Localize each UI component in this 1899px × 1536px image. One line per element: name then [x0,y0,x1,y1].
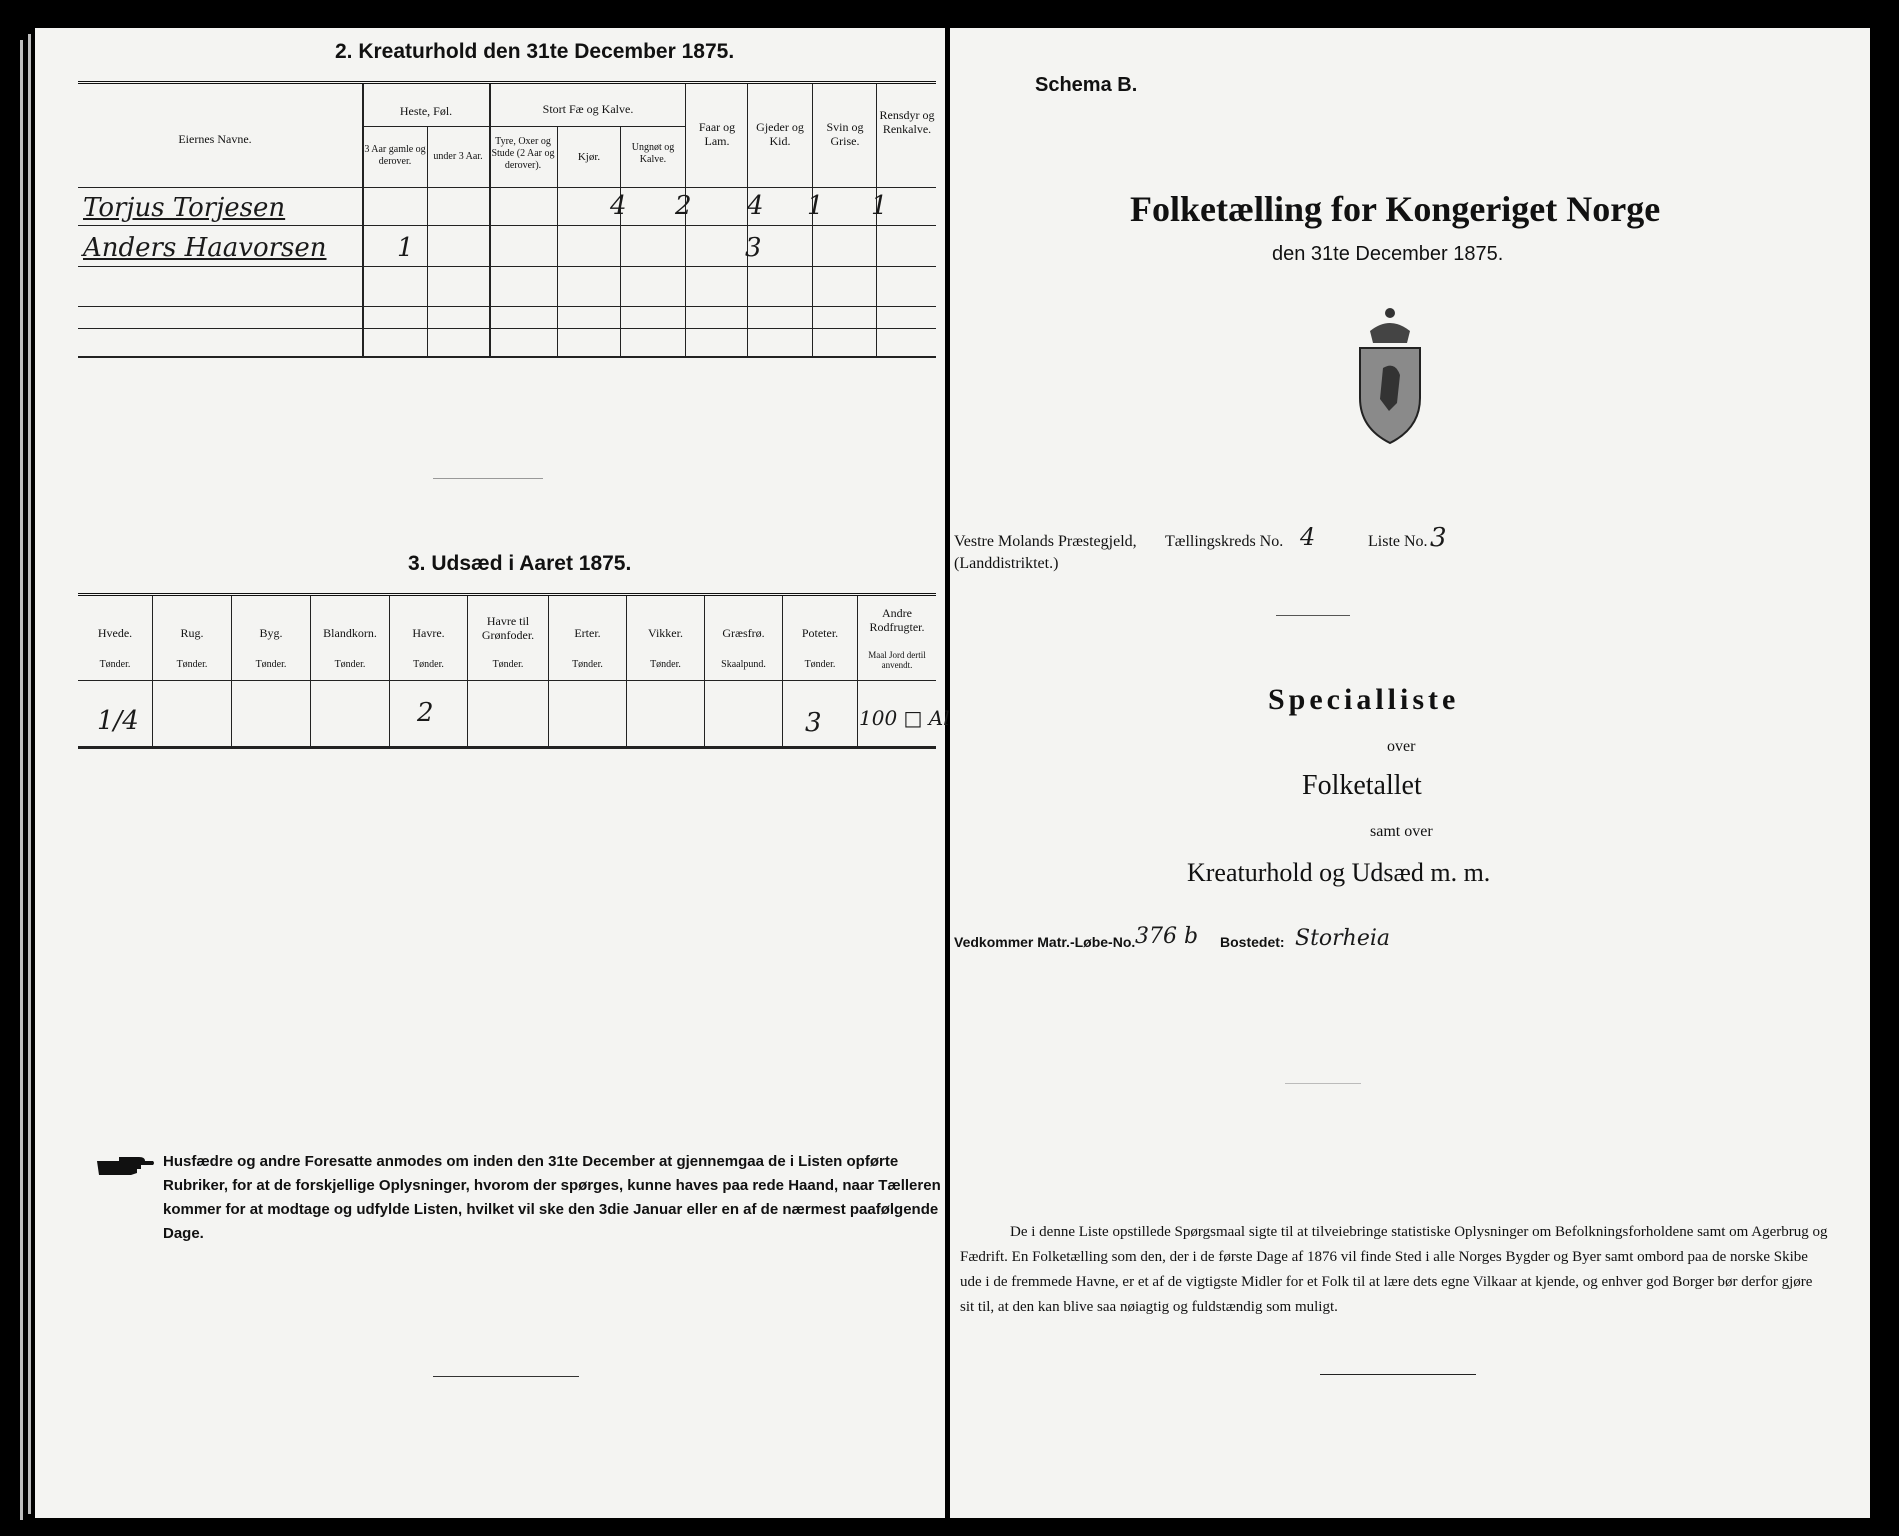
seed-unit: Tønder. [255,659,287,670]
seed-unit: Tønder. [572,659,603,670]
left-page [35,28,950,1518]
instruction-note: Husfædre og andre Foresatte anmodes om inden den 31te December at gjennemgaa de i Listen opførte Rubriker, for at de forskjellige Oplysninger, hvorom der spørges, kunne haves paa rede Haand, naar Tælleren kommer for at modtage og udfylde Listen, hvilket vil ske den 3die Januar eller en af de nærmest paafølgende Dage. [163,1153,941,1242]
rule [78,266,936,267]
seed-value: 100 □ Al [859,706,950,730]
rule [78,187,936,188]
cell-faar: 3 [745,233,762,263]
rule [78,306,936,307]
main-title: Folketælling for Kongeriget Norge [1130,189,1661,229]
over-text: over [1387,738,1416,755]
header-heste-b: under 3 Aar. [433,151,483,162]
col-line [489,84,491,356]
header-stort-a: Tyre, Oxer og Stude (2 Aar og derover). [491,136,555,171]
seed-header: Vikker. [648,626,683,640]
seed-value: 2 [417,698,434,728]
header-rensdyr: Rensdyr og Renkalve. [879,108,935,136]
list-number: 3 [1430,523,1447,553]
header-gjeder: Gjeder og Kid. [756,120,804,148]
seed-header: Erter. [574,626,601,640]
cell-heste-a: 1 [397,233,414,263]
rule [78,593,936,596]
seed-unit: Tønder. [492,659,524,670]
col-line [620,126,621,356]
rule [78,746,936,749]
owner-name: Anders Haavorsen [83,233,327,263]
seed-header: Havre til Grønfoder. [481,614,535,642]
header-kjor: Kjør. [577,151,601,163]
pointing-hand-icon [95,1153,155,1179]
rule [78,680,936,681]
header-heste: Heste, Føl. [399,104,453,118]
divider [1285,1083,1361,1084]
folketallet-title: Folketallet [1302,770,1422,801]
bosted-value: Storheia [1295,926,1391,951]
seed-header: Havre. [412,626,445,640]
divider [433,478,543,479]
schema-label: Schema B. [1035,74,1138,96]
right-page [950,28,1870,1518]
seed-unit: Tønder. [334,659,366,670]
kreaturhold-title: Kreaturhold og Udsæd m. m. [1187,858,1491,887]
cell-svin: 1 [871,191,888,221]
district-label: Tællingskreds No. [1165,533,1284,550]
bosted-label: Bostedet: [1220,934,1285,950]
seed-header: Byg. [259,626,283,640]
seed-value: 3 [805,708,822,738]
seed-unit: Maal Jord dertil anvendt. [868,650,926,670]
seed-value: 1/4 [97,706,139,736]
seed-header: Græsfrø. [722,626,765,640]
page-edge [28,34,31,1514]
header-svin: Svin og Grise. [826,120,864,148]
parish-label: Vestre Molands Præstegjeld, [954,533,1137,550]
seed-header: Hvede. [97,626,133,640]
specialliste-title: Specialliste [1268,683,1460,716]
rule [78,328,936,329]
seed-header: Poteter. [801,626,839,640]
matr-label: Vedkommer Matr.-Løbe-No. [954,934,1136,950]
cell-kjor: 4 [610,191,627,221]
cell-gjeder: 1 [807,191,824,221]
section2-title: 2. Kreaturhold den 31te December 1875. [335,40,735,63]
header-stort: Stort Fæ og Kalve. [542,102,634,116]
col-line [557,126,558,356]
seed-unit: Tønder. [99,659,131,670]
page-edge [20,40,23,1520]
list-label: Liste No. [1368,533,1428,550]
owner-name: Torjus Torjesen [83,193,286,223]
samt-over-text: samt over [1370,823,1433,840]
census-date: den 31te December 1875. [1272,243,1504,265]
coat-of-arms-icon [1345,303,1435,448]
seed-header: Andre Rodfrugter. [869,606,925,634]
cell-faar: 4 [747,191,764,221]
seed-unit: Skaalpund. [721,659,766,670]
intro-text: De i denne Liste opstillede Spørgsmaal sigte til at tilveiebringe statistiske Oplysninger om Befolkningsforholdene samt om Agerbrug og Fædrift. En Folketælling som den, der i de første Dage af 1876 vil finde Sted i alle Norges Bygder og Byer samt ombord paa de norske Skibe ude i de fremmede Havne, er et af de vigtigste Midler for et Folk til at lære dets egne Vilkaar at kjende, og enhver god Borger bør derfor gjøre sit til, at den kan blive saa nøiagtig og fuldstændig som muligt. [960,1224,1828,1315]
seed-unit: Tønder. [176,659,208,670]
cell-ungnot: 2 [675,191,692,221]
col-line [362,84,364,356]
divider [433,1376,579,1377]
header-ungnot: Ungnøt og Kalve. [631,142,675,165]
parish-sub: (Landdistriktet.) [954,555,1059,572]
divider [1320,1374,1476,1375]
matr-value: 376 b [1135,924,1199,949]
seed-unit: Tønder. [650,659,681,670]
header-owner: Eiernes Navne. [178,132,252,146]
section3-title: 3. Udsæd i Aaret 1875. [408,552,632,575]
rule [490,126,685,127]
divider [1276,615,1350,616]
rule [78,81,936,84]
seed-unit: Tønder. [804,659,836,670]
seed-header: Blandkorn. [323,626,377,640]
rule [78,225,936,226]
seed-header: Rug. [180,626,204,640]
header-heste-a: 3 Aar gamle og derover. [364,144,426,167]
header-faar: Faar og Lam. [698,120,736,148]
rule [78,356,936,358]
district-number: 4 [1300,523,1316,551]
col-line [427,126,428,356]
seed-unit: Tønder. [413,659,444,670]
